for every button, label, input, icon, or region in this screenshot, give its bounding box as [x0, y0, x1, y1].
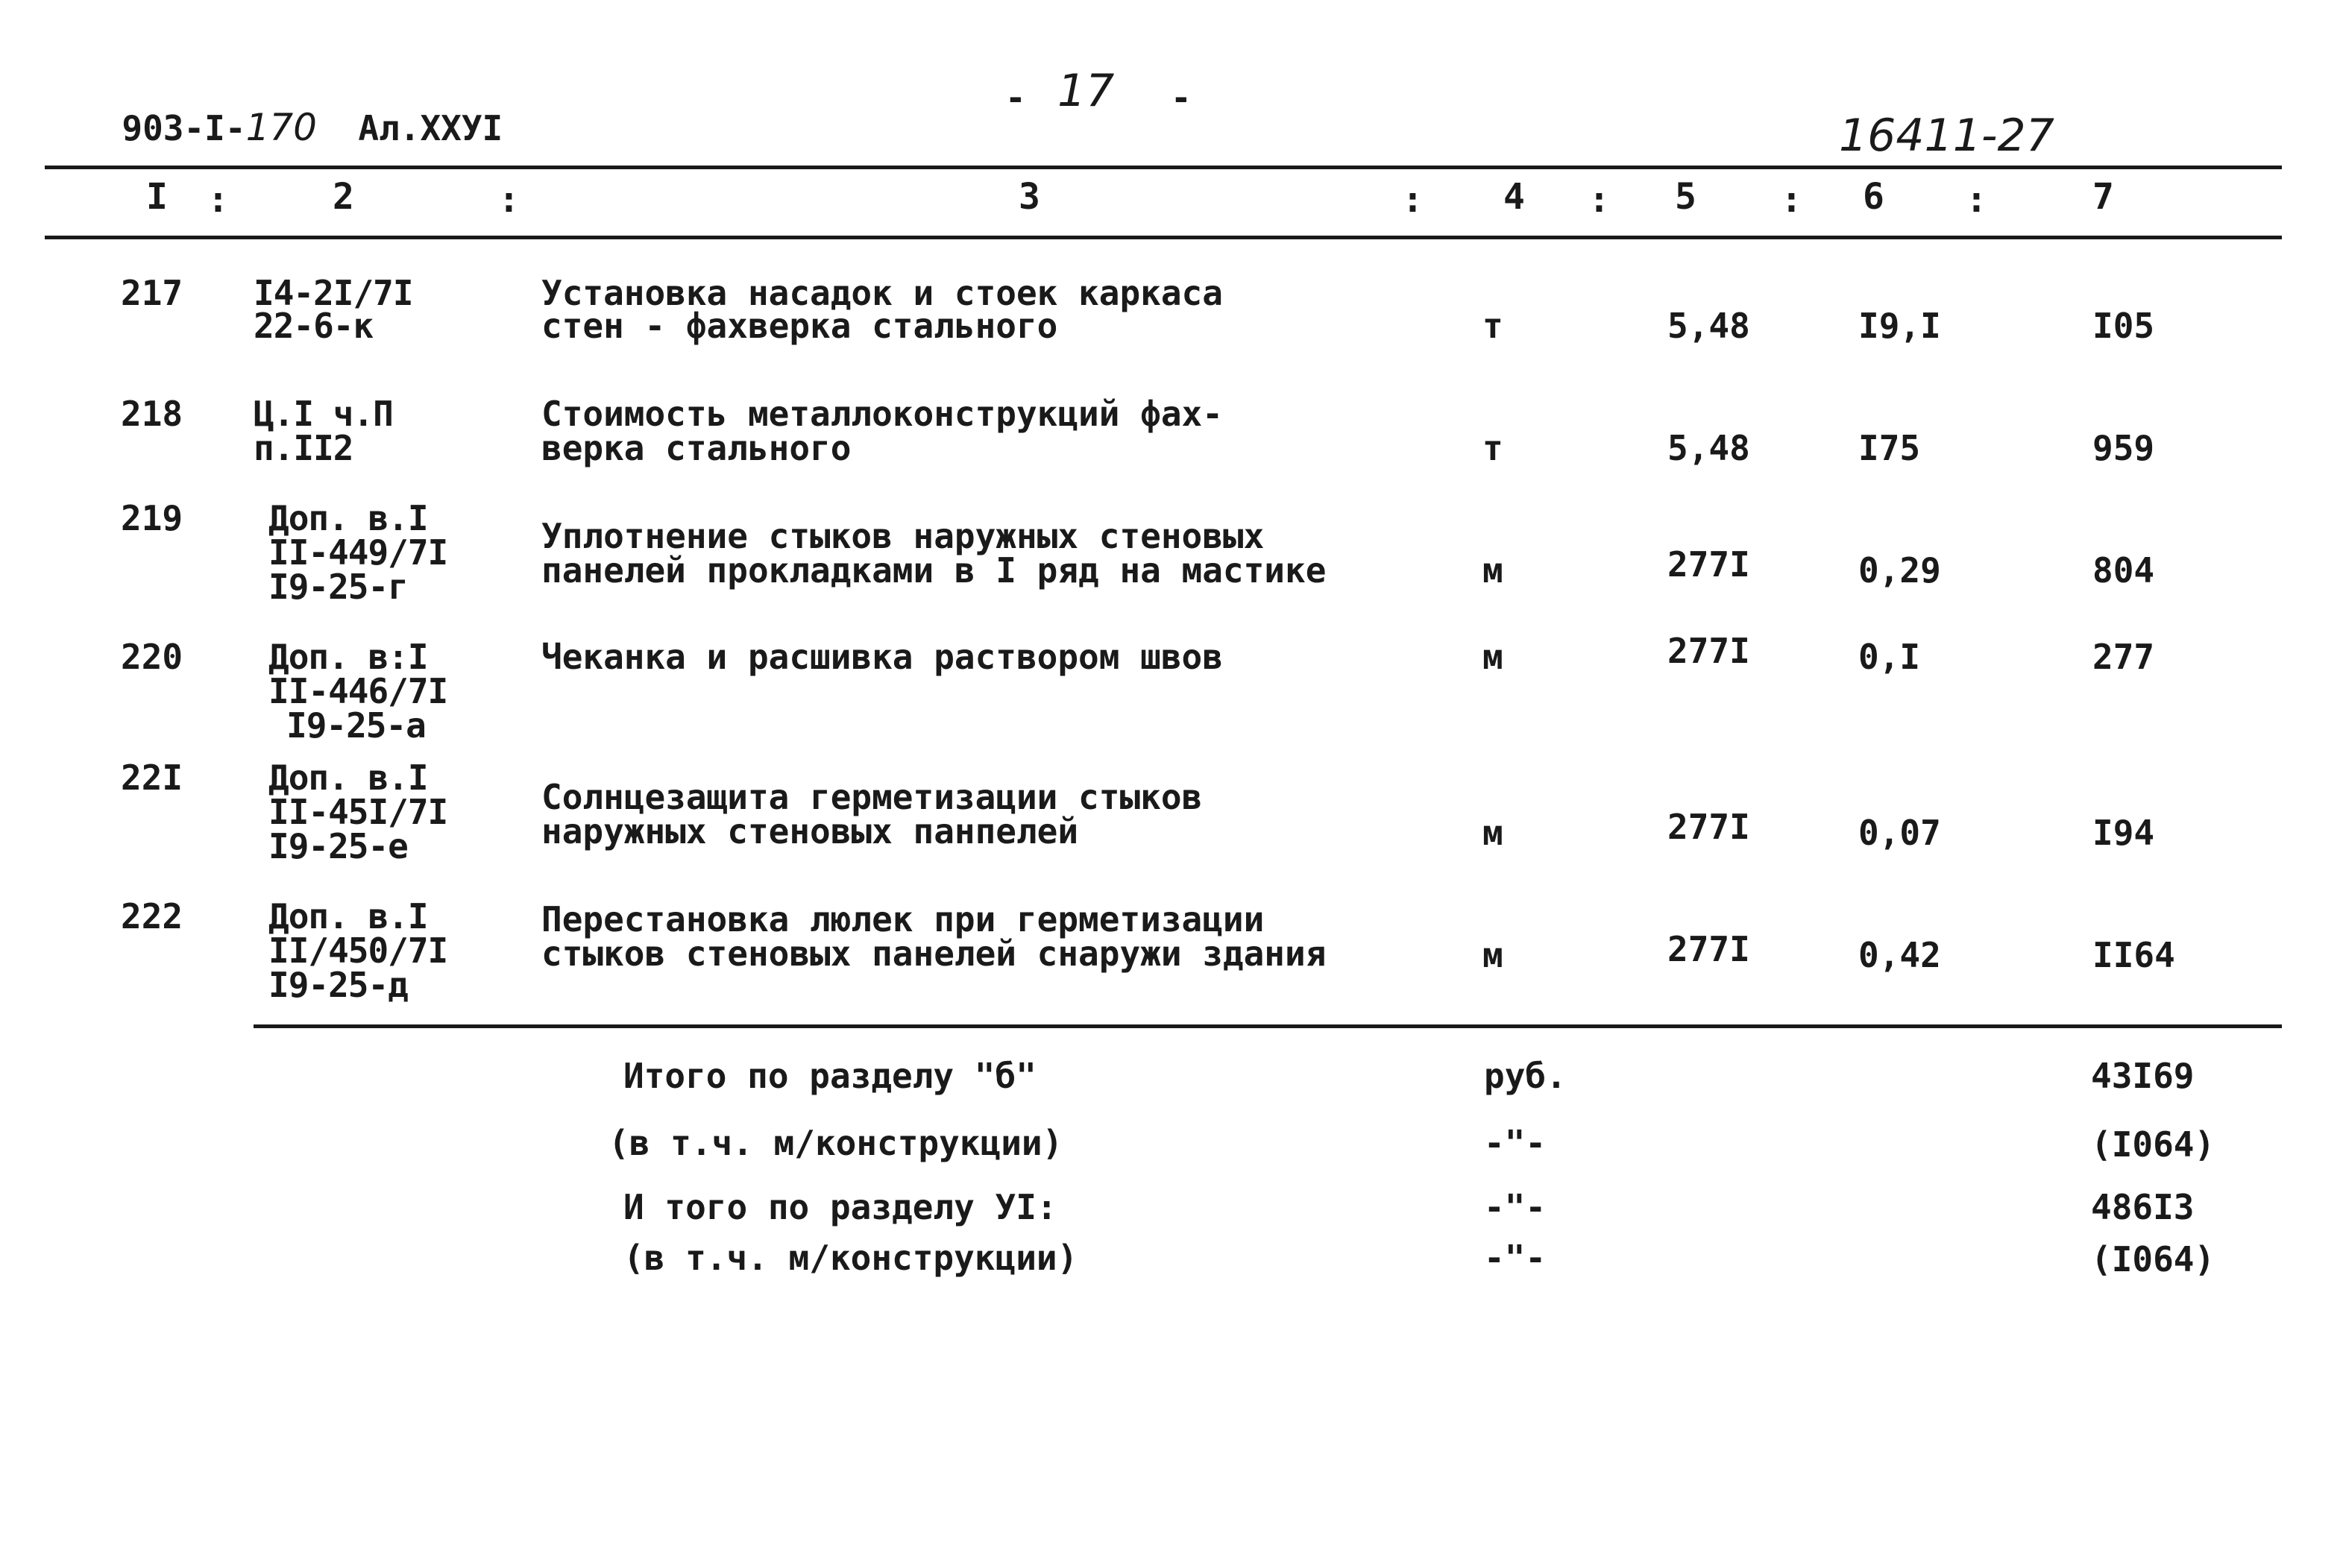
column-separator: : [1781, 179, 1802, 221]
column-header-7: 7 [2092, 176, 2114, 218]
norm-code-line: Доп. в.I [268, 498, 428, 538]
norm-code-line: II-45I/7I [268, 792, 448, 832]
table-top-rule [45, 166, 2282, 169]
unit-of-measure: т [1482, 306, 1503, 346]
unit-of-measure: м [1482, 550, 1503, 591]
unit-of-measure: м [1482, 935, 1503, 975]
row-number: 217 [121, 273, 183, 313]
row-number: 22I [121, 758, 183, 798]
total-amount: (I064) [2091, 1239, 2215, 1279]
page-dash-right: - [1171, 78, 1192, 118]
column-separator: : [1402, 179, 1424, 221]
norm-code-line: I9-25-г [268, 567, 408, 607]
column-separator: : [1588, 179, 1610, 221]
total-unit: -"- [1484, 1238, 1547, 1278]
column-header-6: 6 [1863, 176, 1884, 218]
norm-code-line: Ц.I ч.П [254, 394, 393, 434]
page-dash-left: - [1005, 78, 1026, 118]
work-description-line: Солнцезащита герметизации стыков [541, 777, 1203, 817]
unit-price: 0,29 [1858, 550, 1941, 591]
unit-price: I75 [1858, 428, 1921, 468]
work-description-line: верка стального [541, 428, 852, 468]
document-code-printed: 903-I- [122, 108, 246, 148]
norm-code-line: II-449/7I [268, 532, 448, 573]
work-description-line: Чеканка и расшивка раствором швов [541, 637, 1223, 677]
work-description-line: панелей прокладками в I ряд на мастике [541, 550, 1327, 591]
total-cost: I05 [2092, 306, 2155, 346]
row-number: 219 [121, 498, 183, 538]
norm-code-line: 22-6-к [254, 306, 374, 346]
norm-code-line: II-446/7I [268, 671, 448, 711]
total-cost: 277 [2092, 637, 2155, 677]
unit-of-measure: м [1482, 637, 1503, 677]
registration-stamp: 16411-27 [1839, 110, 2054, 162]
norm-code-line: I4-2I/7I [254, 273, 413, 313]
work-description-line: Перестановка люлек при герметизации [541, 899, 1265, 939]
quantity: 277I [1667, 807, 1750, 847]
total-cost: I94 [2092, 813, 2155, 853]
norm-code-line: п.II2 [254, 428, 353, 468]
total-unit: -"- [1484, 1123, 1547, 1163]
quantity: 277I [1667, 929, 1750, 969]
column-separator: : [207, 179, 229, 221]
column-header-3: 3 [1019, 176, 1040, 218]
norm-code-line: II/450/7I [268, 931, 448, 971]
unit-price: 0,42 [1858, 935, 1941, 975]
total-label: (в т.ч. м/конструкции) [623, 1238, 1078, 1278]
unit-of-measure: т [1482, 428, 1503, 468]
norm-code-line: I9-25-д [268, 965, 408, 1005]
quantity: 277I [1667, 544, 1750, 585]
total-cost: 804 [2092, 550, 2155, 591]
page-number: 17 [1057, 65, 1115, 117]
total-label: Итого по разделу "б" [623, 1056, 1037, 1096]
total-amount: 486I3 [2091, 1187, 2195, 1227]
unit-price: I9,I [1858, 306, 1941, 346]
unit-of-measure: м [1482, 813, 1503, 853]
work-description-line: стыков стеновых панелей снаружи здания [541, 933, 1327, 974]
total-amount: (I064) [2091, 1124, 2215, 1165]
total-label: (в т.ч. м/конструкции) [608, 1123, 1063, 1163]
quantity: 5,48 [1667, 306, 1750, 346]
album-number: Ал.XXУI [358, 108, 503, 148]
document-code [81, 75, 503, 149]
norm-code-line: Доп. в.I [268, 896, 428, 936]
work-description-line: Уплотнение стыков наружных стеновых [541, 516, 1265, 556]
total-unit: -"- [1484, 1187, 1547, 1227]
quantity: 5,48 [1667, 428, 1750, 468]
document-code-handwritten: 170 [245, 106, 317, 149]
total-unit: руб. [1484, 1056, 1567, 1096]
work-description-line: Установка насадок и стоек каркаса [541, 273, 1223, 313]
unit-price: 0,07 [1858, 813, 1941, 853]
work-description-line: стен - фахверка стального [541, 306, 1058, 346]
norm-code-line: I9-25-е [268, 826, 408, 866]
row-number: 218 [121, 394, 183, 434]
column-header-4: 4 [1503, 176, 1525, 218]
work-description-line: наружных стеновых панпелей [541, 811, 1079, 851]
unit-price: 0,I [1858, 637, 1921, 677]
column-separator: : [1966, 179, 1987, 221]
total-label: И того по разделу УI: [623, 1187, 1057, 1227]
quantity: 277I [1667, 631, 1750, 671]
column-header-1: I [146, 176, 168, 218]
column-header-5: 5 [1675, 176, 1696, 218]
norm-code-line: Доп. в.I [268, 758, 428, 798]
row-number: 220 [121, 637, 183, 677]
totals-rule [254, 1024, 2282, 1028]
row-number: 222 [121, 896, 183, 936]
column-header-2: 2 [333, 176, 354, 218]
table-header-rule [45, 236, 2282, 239]
norm-code-line: I9-25-а [286, 705, 426, 746]
norm-code-line: Доп. в:I [268, 637, 428, 677]
total-cost: 959 [2092, 428, 2155, 468]
work-description-line: Стоимость металлоконструкций фах- [541, 394, 1223, 434]
total-cost: II64 [2092, 935, 2175, 975]
column-separator: : [498, 179, 520, 221]
total-amount: 43I69 [2091, 1056, 2195, 1096]
